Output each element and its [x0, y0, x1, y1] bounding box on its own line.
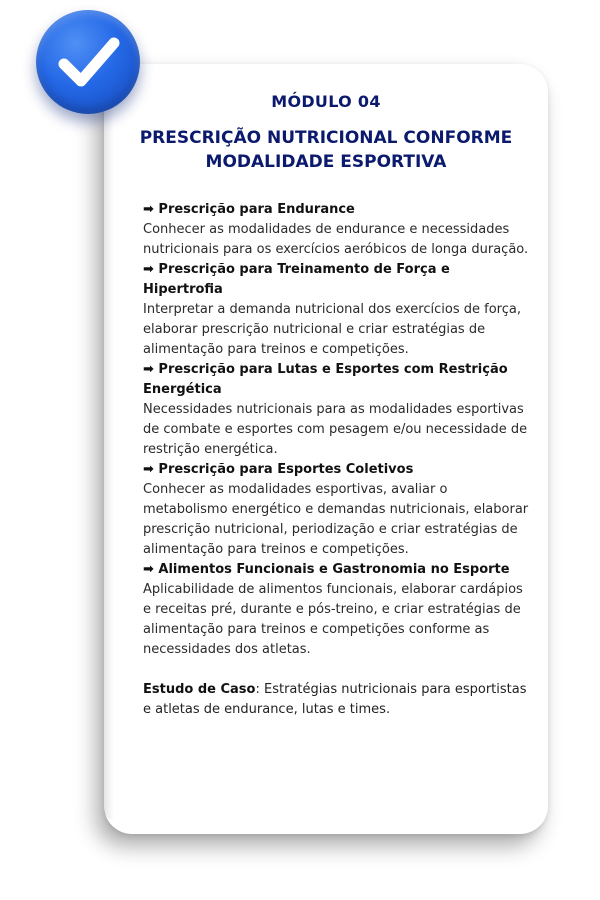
topic-item — [143, 360, 533, 460]
topic-item — [143, 260, 533, 360]
check-icon — [36, 10, 140, 114]
topic-heading: ➡ Prescrição para Endurance — [143, 202, 355, 217]
spacer — [143, 660, 533, 680]
topic-description: Aplicabilidade de alimentos funcionais, elaborar cardápios e receitas pré, durante e pós-treino, e criar estratégias de alimentação para treinos e competições conforme as necessidades dos atletas. — [143, 582, 523, 657]
module-title-line: PRESCRIÇÃO NUTRICIONAL CONFORME — [139, 128, 513, 148]
topic-description: Interpretar a demanda nutricional dos exercícios de força, elaborar prescrição nutricional e criar estratégias de alimentação para treinos e competições. — [143, 302, 521, 357]
topic-item — [143, 460, 533, 560]
module-title-line: MODALIDADE ESPORTIVA — [205, 152, 447, 172]
case-study-label: Estudo de Caso — [143, 682, 256, 697]
module-label: MÓDULO 04 — [271, 92, 381, 111]
topic-heading: ➡ Prescrição para Lutas e Esportes com Restrição Energética — [143, 362, 508, 397]
topic-heading: ➡ Prescrição para Esportes Coletivos — [143, 462, 414, 477]
topic-description: Conhecer as modalidades de endurance e necessidades nutricionais para os exercícios aeróbicos de longa duração. — [143, 222, 529, 257]
case-study-text: : Estratégias nutricionais para esportistas e atletas de endurance, lutas e times. — [143, 682, 527, 717]
topic-heading: ➡ Alimentos Funcionais e Gastronomia no Esporte — [143, 562, 510, 577]
topic-description: Conhecer as modalidades esportivas, avaliar o metabolismo energético e demandas nutricionais, elaborar prescrição nutricional, periodização e criar estratégias de alimentação para treinos e competições. — [143, 482, 529, 557]
module-title — [104, 126, 548, 174]
topic-item — [143, 560, 533, 660]
topic-item — [143, 200, 533, 260]
topic-heading: ➡ Prescrição para Treinamento de Força e Hipertrofia — [143, 262, 450, 297]
topic-list — [143, 200, 533, 720]
topic-description: Necessidades nutricionais para as modalidades esportivas de combate e esportes com pesagem e/ou necessidade de restrição energética. — [143, 402, 528, 457]
case-study — [143, 680, 533, 720]
